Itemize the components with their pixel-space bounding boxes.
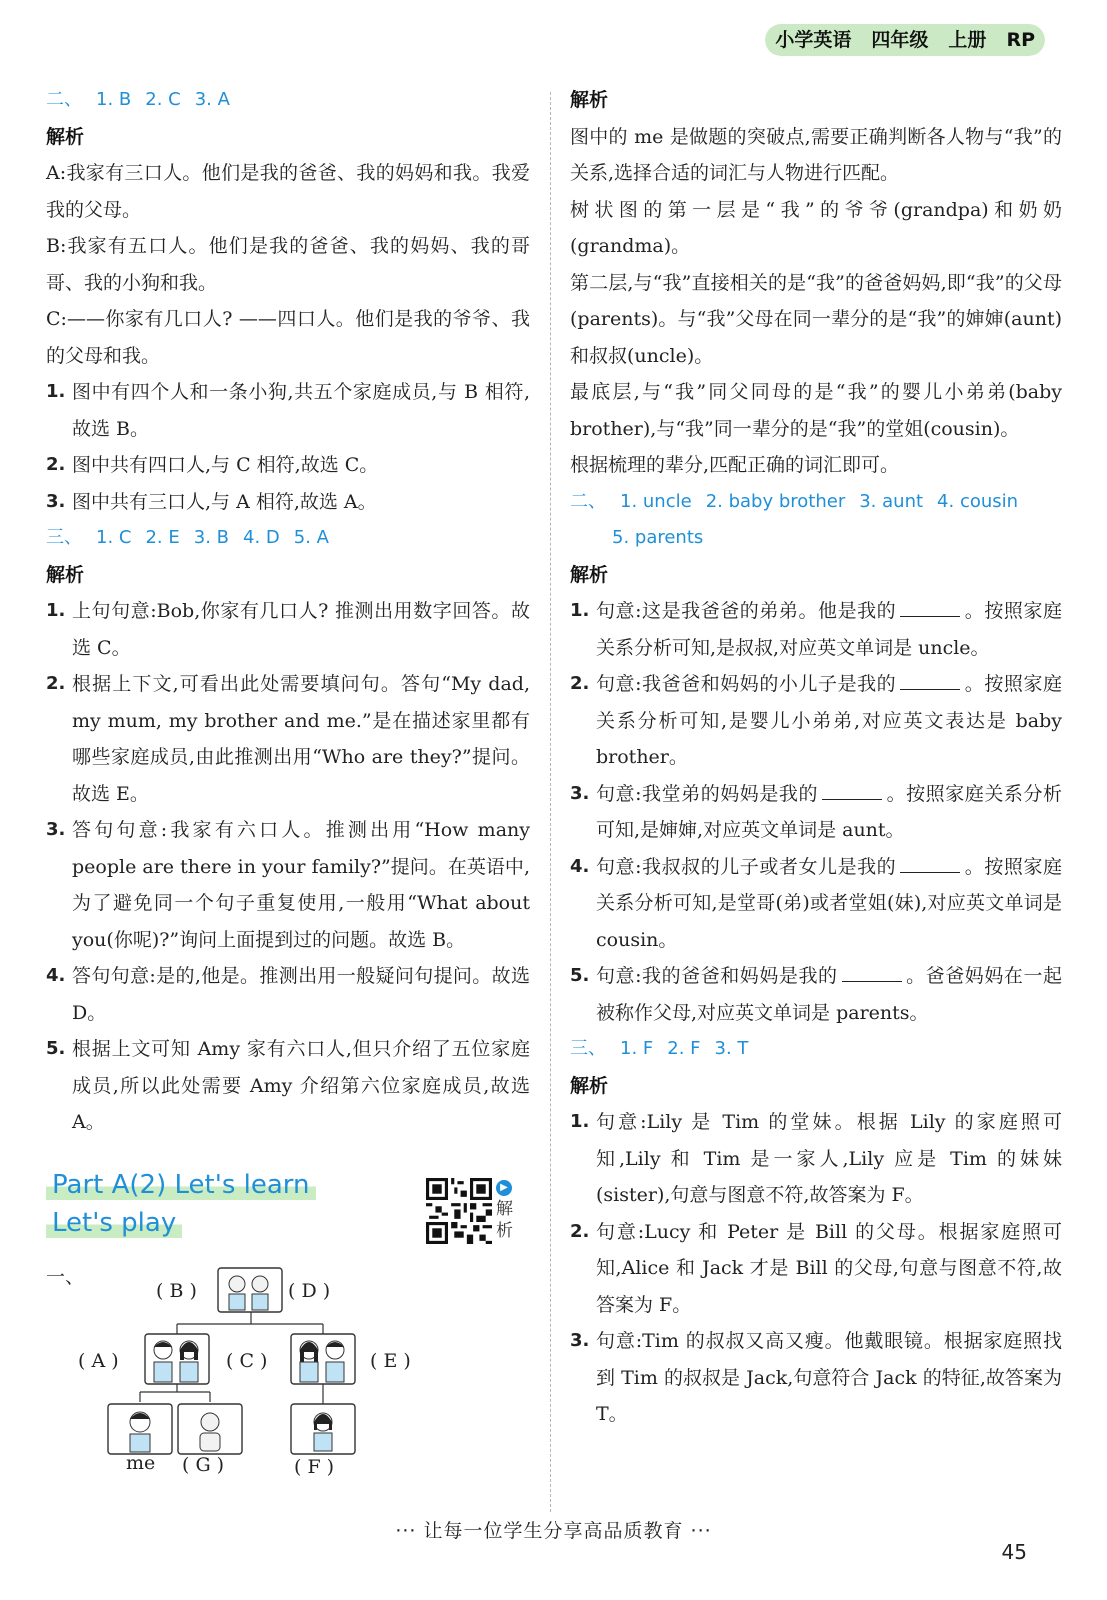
item-number: 3. [46, 490, 66, 512]
answer: 3. T [714, 1038, 749, 1059]
list-item [570, 593, 1062, 666]
paragraph: 第二层,与“我”直接相关的是“我”的爸爸妈妈,即“我”的父母(parents)。与“我”父母在同一辈分的是“我”的婶婶(aunt)和叔叔(uncle)。 [570, 271, 1062, 367]
jiexi-heading: 解析 [570, 563, 609, 586]
qr-caption [496, 1180, 518, 1242]
sec3-prefix: 三、 [570, 1038, 606, 1059]
paragraph: 根据梳理的辈分,匹配正确的词汇即可。 [570, 454, 900, 476]
list-item [46, 447, 530, 484]
paragraph: A:我家有三口人。他们是我的爸爸、我的妈妈和我。我爱我的父母。 [46, 162, 530, 221]
item-number: 4. [46, 965, 66, 986]
item-text: 。按照家庭关系分析可知,是婶婶,对应英文单词是 aunt。 [596, 782, 1062, 841]
answer-blank [842, 961, 902, 982]
item-text: 句意:我叔叔的儿子或者女儿是我的 [596, 855, 897, 878]
header-grade: 四年级 [861, 24, 938, 56]
answer: 4. D [243, 527, 280, 548]
item-number: 2. [46, 454, 66, 475]
parents-picture [145, 1334, 209, 1384]
list-item [570, 849, 1062, 959]
item-text: 句意:我爸爸和妈妈的小儿子是我的 [596, 673, 897, 695]
answer: 3. A [194, 89, 230, 110]
paragraph: C:——你家有几口人? ——四口人。他们是我的爷爷、我的父母和我。 [46, 308, 530, 367]
list-item [46, 1031, 530, 1141]
item-number: 4. [570, 855, 590, 877]
answer-blank [900, 596, 960, 617]
right-column [570, 82, 1062, 1433]
answer: 2. E [145, 527, 180, 548]
item-text: 。按照家庭关系分析可知,是婴儿小弟弟,对应英文表达是 baby brother。 [596, 673, 1062, 768]
sec2-prefix: 二、 [570, 490, 606, 512]
item-number: 2. [570, 673, 590, 694]
item-text: 句意:Tim 的叔叔又高又瘦。他戴眼镜。根据家庭照找到 Tim 的叔叔是 Jack,句意符合 Jack 的特征,故答案为 T。 [596, 1330, 1062, 1425]
answer: 5. parents [612, 527, 704, 548]
grandparents-picture [218, 1268, 282, 1312]
item-text: 句意:Lily 是 Tim 的堂妹。根据 Lily 的家庭照可知,Lily 和 Tim 是一家人,Lily 应是 Tim 的妹妹(sister),句意与图意不符,故答案为 F。 [596, 1111, 1062, 1206]
item-number: 5. [46, 1038, 66, 1059]
me-picture [108, 1404, 172, 1454]
family-tree-lines [46, 1262, 516, 1482]
page-number: 45 [1001, 1540, 1027, 1564]
list-item [570, 1214, 1062, 1324]
item-number: 2. [46, 673, 66, 694]
item-text: 。按照家庭关系分析可知,是堂哥(弟)或者堂姐(妹),对应英文单词是 cousin。 [596, 855, 1062, 951]
item-text: 答句句意:我家有六口人。推测出用“How many people are there in your family?”提问。在英语中,为了避免同一个句子重复使用,一般用“What about you(你呢)?”询问上面提到过的问题。故选 B。 [72, 819, 530, 951]
part-title-line-1: Part A(2) Let's learn [46, 1170, 316, 1200]
list-item [46, 484, 530, 521]
aunt-uncle-picture [291, 1334, 355, 1384]
left-column [46, 82, 530, 1141]
sec3-answer-line [46, 520, 530, 557]
tree-prefix: 一、 [46, 1266, 85, 1288]
item-number: 1. [570, 1111, 590, 1132]
item-text: 答句句意:是的,他是。推测出用一般疑问句提问。故选 D。 [72, 965, 530, 1024]
column-divider [550, 92, 551, 1512]
paragraph: 最底层,与“我”同父同母的是“我”的婴儿小弟弟(baby brother),与“我”同一辈分的是“我”的堂姐(cousin)。 [570, 381, 1062, 440]
qr-caption-text: 解析 [496, 1199, 513, 1241]
label-a: ( A ) [78, 1350, 119, 1372]
item-text: 句意:我的爸爸和妈妈是我的 [596, 965, 838, 987]
item-text: 句意:Lucy 和 Peter 是 Bill 的父母。根据家庭照可知,Alice 和 Jack 才是 Bill 的父母,句意与图意不符,故答案为 F。 [596, 1220, 1062, 1316]
list-item [46, 958, 530, 1031]
jiexi-heading: 解析 [46, 563, 85, 586]
item-number: 3. [570, 1330, 590, 1351]
list-item [46, 812, 530, 958]
sec3-prefix: 三、 [46, 527, 82, 548]
item-number: 3. [570, 782, 590, 804]
answer: 1. C [96, 527, 132, 548]
label-me: me [126, 1452, 156, 1474]
label-b: ( B ) [156, 1280, 197, 1302]
list-item [46, 374, 530, 447]
label-c: ( C ) [226, 1350, 268, 1372]
answer: 1. F [620, 1038, 654, 1059]
list-item [46, 666, 530, 812]
jiexi-heading: 解析 [570, 1074, 609, 1097]
list-item [570, 1323, 1062, 1433]
paragraph: 图中的 me 是做题的突破点,需要正确判断各人物与“我”的关系,选择合适的词汇与人物进行匹配。 [570, 125, 1062, 184]
answer: 2. C [145, 89, 181, 110]
play-icon[interactable]: ▶ [496, 1180, 512, 1196]
item-text: 句意:我堂弟的妈妈是我的 [596, 782, 819, 805]
item-text: 图中共有三口人,与 A 相符,故选 A。 [72, 490, 377, 513]
header-subject: 小学英语 [765, 24, 861, 56]
list-item [46, 593, 530, 666]
label-d: ( D ) [288, 1280, 331, 1302]
item-text: 图中有四个人和一条小狗,共五个家庭成员,与 B 相符,故选 B。 [72, 381, 530, 440]
answer: 1. uncle [620, 490, 692, 512]
answer: 4. cousin [937, 490, 1019, 512]
item-text: 根据上文可知 Amy 家有六口人,但只介绍了五位家庭成员,所以此处需要 Amy 介绍第六位家庭成员,故选 A。 [72, 1038, 530, 1133]
answer: 3. B [193, 527, 229, 548]
jiexi-heading: 解析 [46, 125, 85, 148]
item-text: 。按照家庭关系分析可知,是叔叔,对应英文单词是 uncle。 [596, 600, 1062, 659]
paragraph: B:我家有五口人。他们是我的爸爸、我的妈妈、我的哥哥、我的小狗和我。 [46, 235, 530, 294]
item-number: 1. [570, 600, 590, 621]
header-bar [765, 24, 1045, 56]
list-item [570, 958, 1062, 1031]
item-number: 2. [570, 1220, 590, 1242]
label-e: ( E ) [370, 1350, 411, 1372]
sec2-answer-line [570, 484, 1062, 521]
baby-brother-picture [178, 1404, 242, 1454]
answer: 2. F [667, 1038, 701, 1059]
paragraph: 树状图的第一层是“我”的爷爷(grandpa)和奶奶(grandma)。 [570, 198, 1062, 257]
item-text: 图中共有四口人,与 C 相符,故选 C。 [72, 454, 379, 476]
list-item [570, 666, 1062, 776]
item-number: 1. [46, 600, 66, 621]
item-text: 句意:这是我爸爸的弟弟。他是我的 [596, 600, 897, 622]
part-title-line-2: Let's play [46, 1208, 182, 1238]
item-number: 5. [570, 965, 590, 986]
item-text: 上句句意:Bob,你家有几口人? 推测出用数字回答。故选 C。 [72, 600, 530, 659]
answer: 1. B [96, 89, 132, 110]
answer-blank [900, 852, 960, 873]
label-f: ( F ) [294, 1456, 335, 1478]
part-title [46, 1170, 316, 1238]
sec2-prefix: 二、 [46, 89, 82, 110]
footer-slogan: ··· 让每一位学生分享高品质教育 ··· [395, 1520, 712, 1542]
jiexi-heading: 解析 [570, 89, 609, 111]
cousin-picture [291, 1404, 355, 1454]
answer-blank [900, 669, 960, 690]
header-edition: RP [996, 24, 1045, 56]
header-volume: 上册 [938, 24, 996, 56]
item-text: 。爸爸妈妈在一起被称作父母,对应英文单词是 parents。 [596, 965, 1062, 1024]
sec2-answer-line [46, 82, 530, 119]
item-number: 1. [46, 381, 66, 402]
answer: 2. baby brother [705, 490, 846, 512]
item-number: 3. [46, 819, 66, 840]
family-tree [46, 1262, 516, 1482]
answer-blank [822, 779, 882, 800]
list-item [570, 776, 1062, 849]
answer: 5. A [293, 527, 329, 548]
sec3-answer-line [570, 1031, 1062, 1068]
answer: 3. aunt [859, 490, 924, 512]
qr-code-icon[interactable] [426, 1178, 492, 1244]
item-text: 根据上下文,可看出此处需要填问句。答句“My dad, my mum, my brother and me.”是在描述家里都有哪些家庭成员,由此推测出用“Who are they?”提问。故选 E。 [72, 673, 530, 805]
label-g: ( G ) [182, 1454, 225, 1476]
list-item [570, 1104, 1062, 1214]
